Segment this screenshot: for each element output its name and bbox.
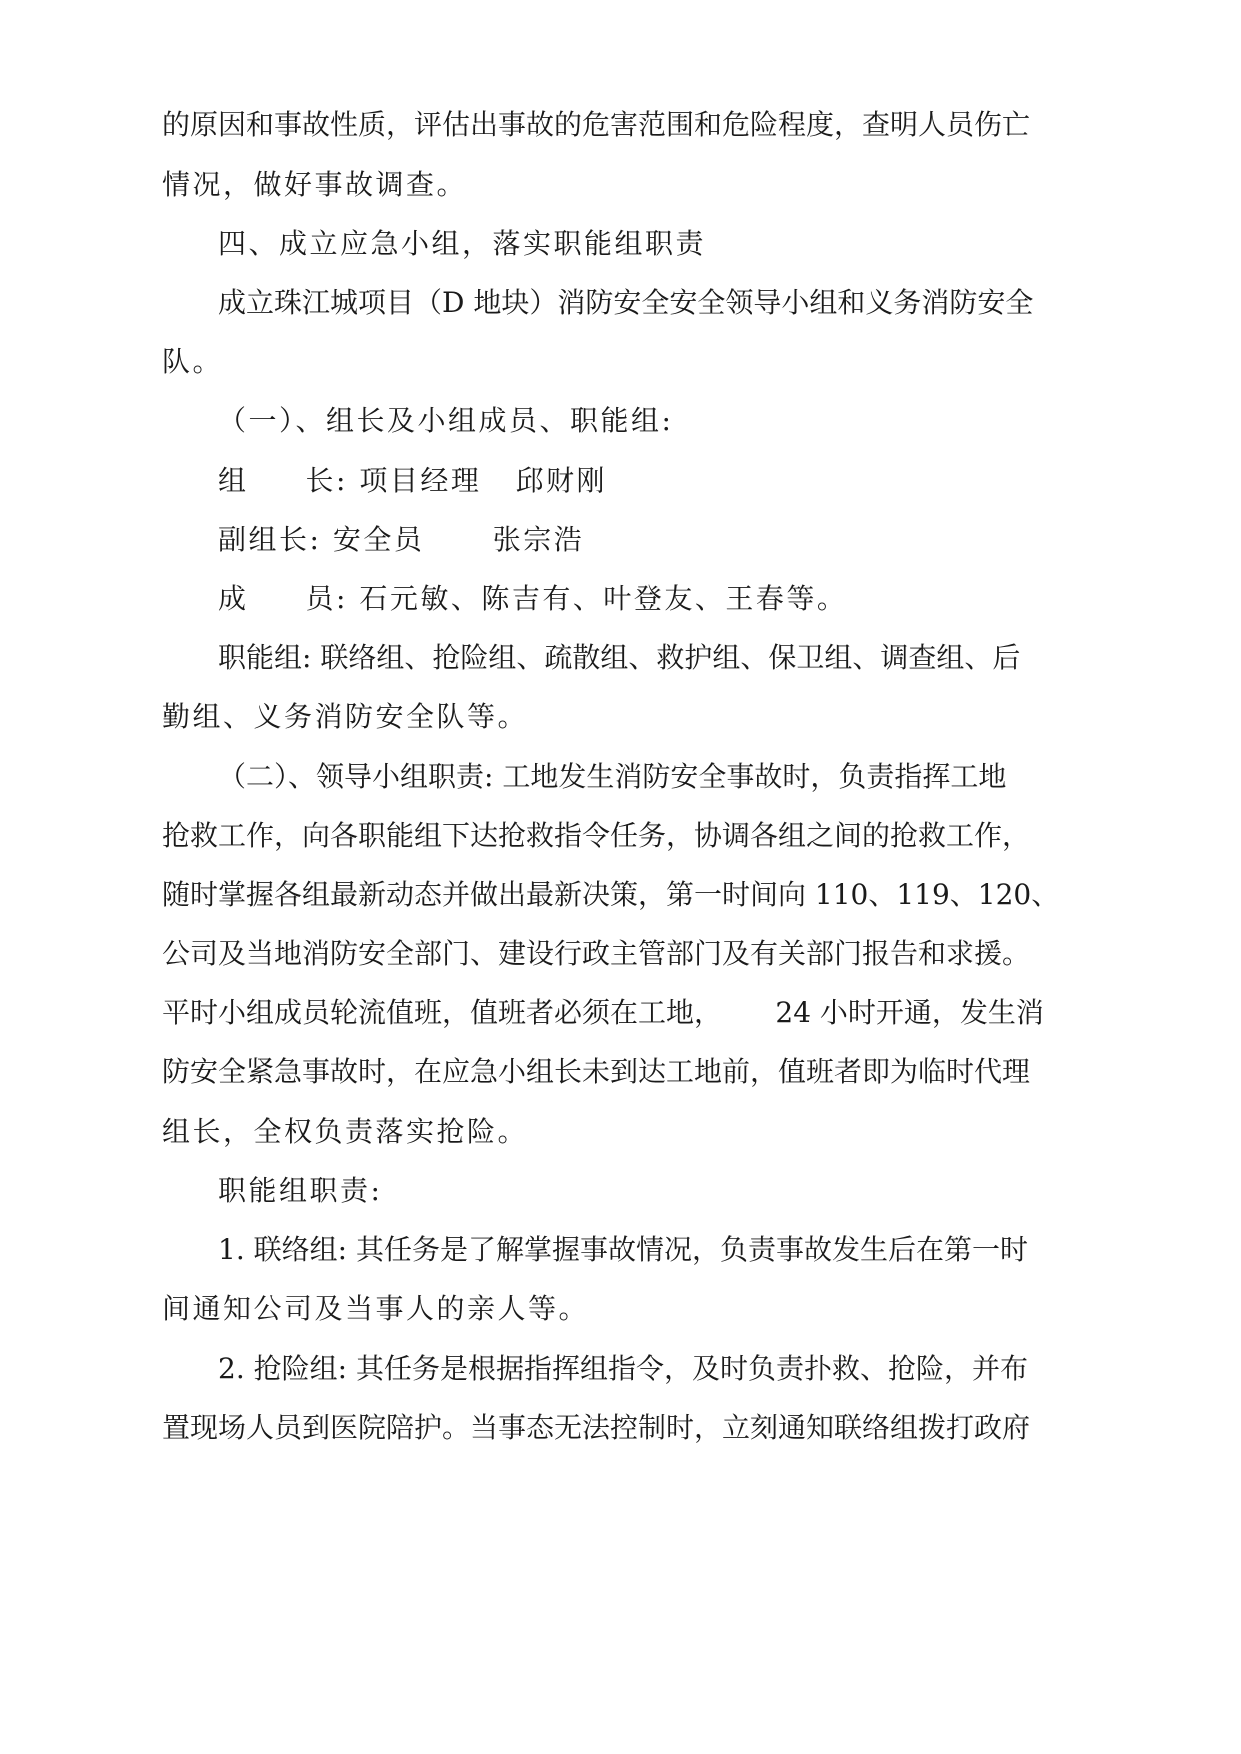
- member-line-deputy: 副组长: 安全员 张宗浩: [218, 523, 585, 556]
- text-line: 组长，全权负责落实抢险。: [162, 1115, 529, 1148]
- list-item: 1. 联络组: 其任务是了解掌握事故情况，负责事故发生后在第一时: [218, 1233, 1028, 1266]
- member-line-members: 成 员: 石元敏、陈吉有、叶登友、王春等。: [218, 582, 848, 615]
- text-line: 随时掌握各组最新动态并做出最新决策，第一时间向 110、119、120、: [162, 878, 1060, 911]
- member-line-leader: 组 长: 项目经理 邱财刚: [218, 464, 608, 497]
- text-line: 勤组、义务消防安全队等。: [162, 700, 529, 733]
- text-line: 队。: [162, 345, 224, 378]
- text-line: 间通知公司及当事人的亲人等。: [162, 1292, 590, 1325]
- text-line: 情况，做好事故调查。: [162, 168, 468, 201]
- list-item: 2. 抢险组: 其任务是根据指挥组指令，及时负责扑救、抢险，并布: [218, 1352, 1028, 1385]
- text-line: 的原因和事故性质，评估出事故的危害范围和危险程度，查明人员伤亡: [162, 108, 1031, 141]
- text-line: 公司及当地消防安全部门、建设行政主管部门及有关部门报告和求援。: [162, 937, 1031, 970]
- text-line: 抢救工作，向各职能组下达抢救指令任务，协调各组之间的抢救工作，: [162, 819, 1031, 852]
- text-line: 置现场人员到医院陪护。当事态无法控制时，立刻通知联络组拨打政府: [162, 1411, 1031, 1444]
- text-line: 职能组: 联络组、抢险组、疏散组、救护组、保卫组、调查组、后: [218, 641, 1021, 674]
- text-line: 防安全紧急事故时，在应急小组长未到达工地前，值班者即为临时代理: [162, 1055, 1031, 1088]
- subsection-heading: （二）、领导小组职责: 工地发生消防安全事故时，负责指挥工地: [218, 760, 1007, 793]
- section-heading: 四、成立应急小组，落实职能组职责: [218, 227, 707, 260]
- section-heading: 职能组职责:: [218, 1174, 383, 1207]
- text-line: 平时小组成员轮流值班，值班者必须在工地， 24 小时开通，发生消: [162, 996, 1044, 1029]
- subsection-heading: （一）、组长及小组成员、职能组:: [218, 404, 674, 437]
- text-line: 成立珠江城项目（D 地块）消防安全安全领导小组和义务消防安全: [218, 286, 1034, 319]
